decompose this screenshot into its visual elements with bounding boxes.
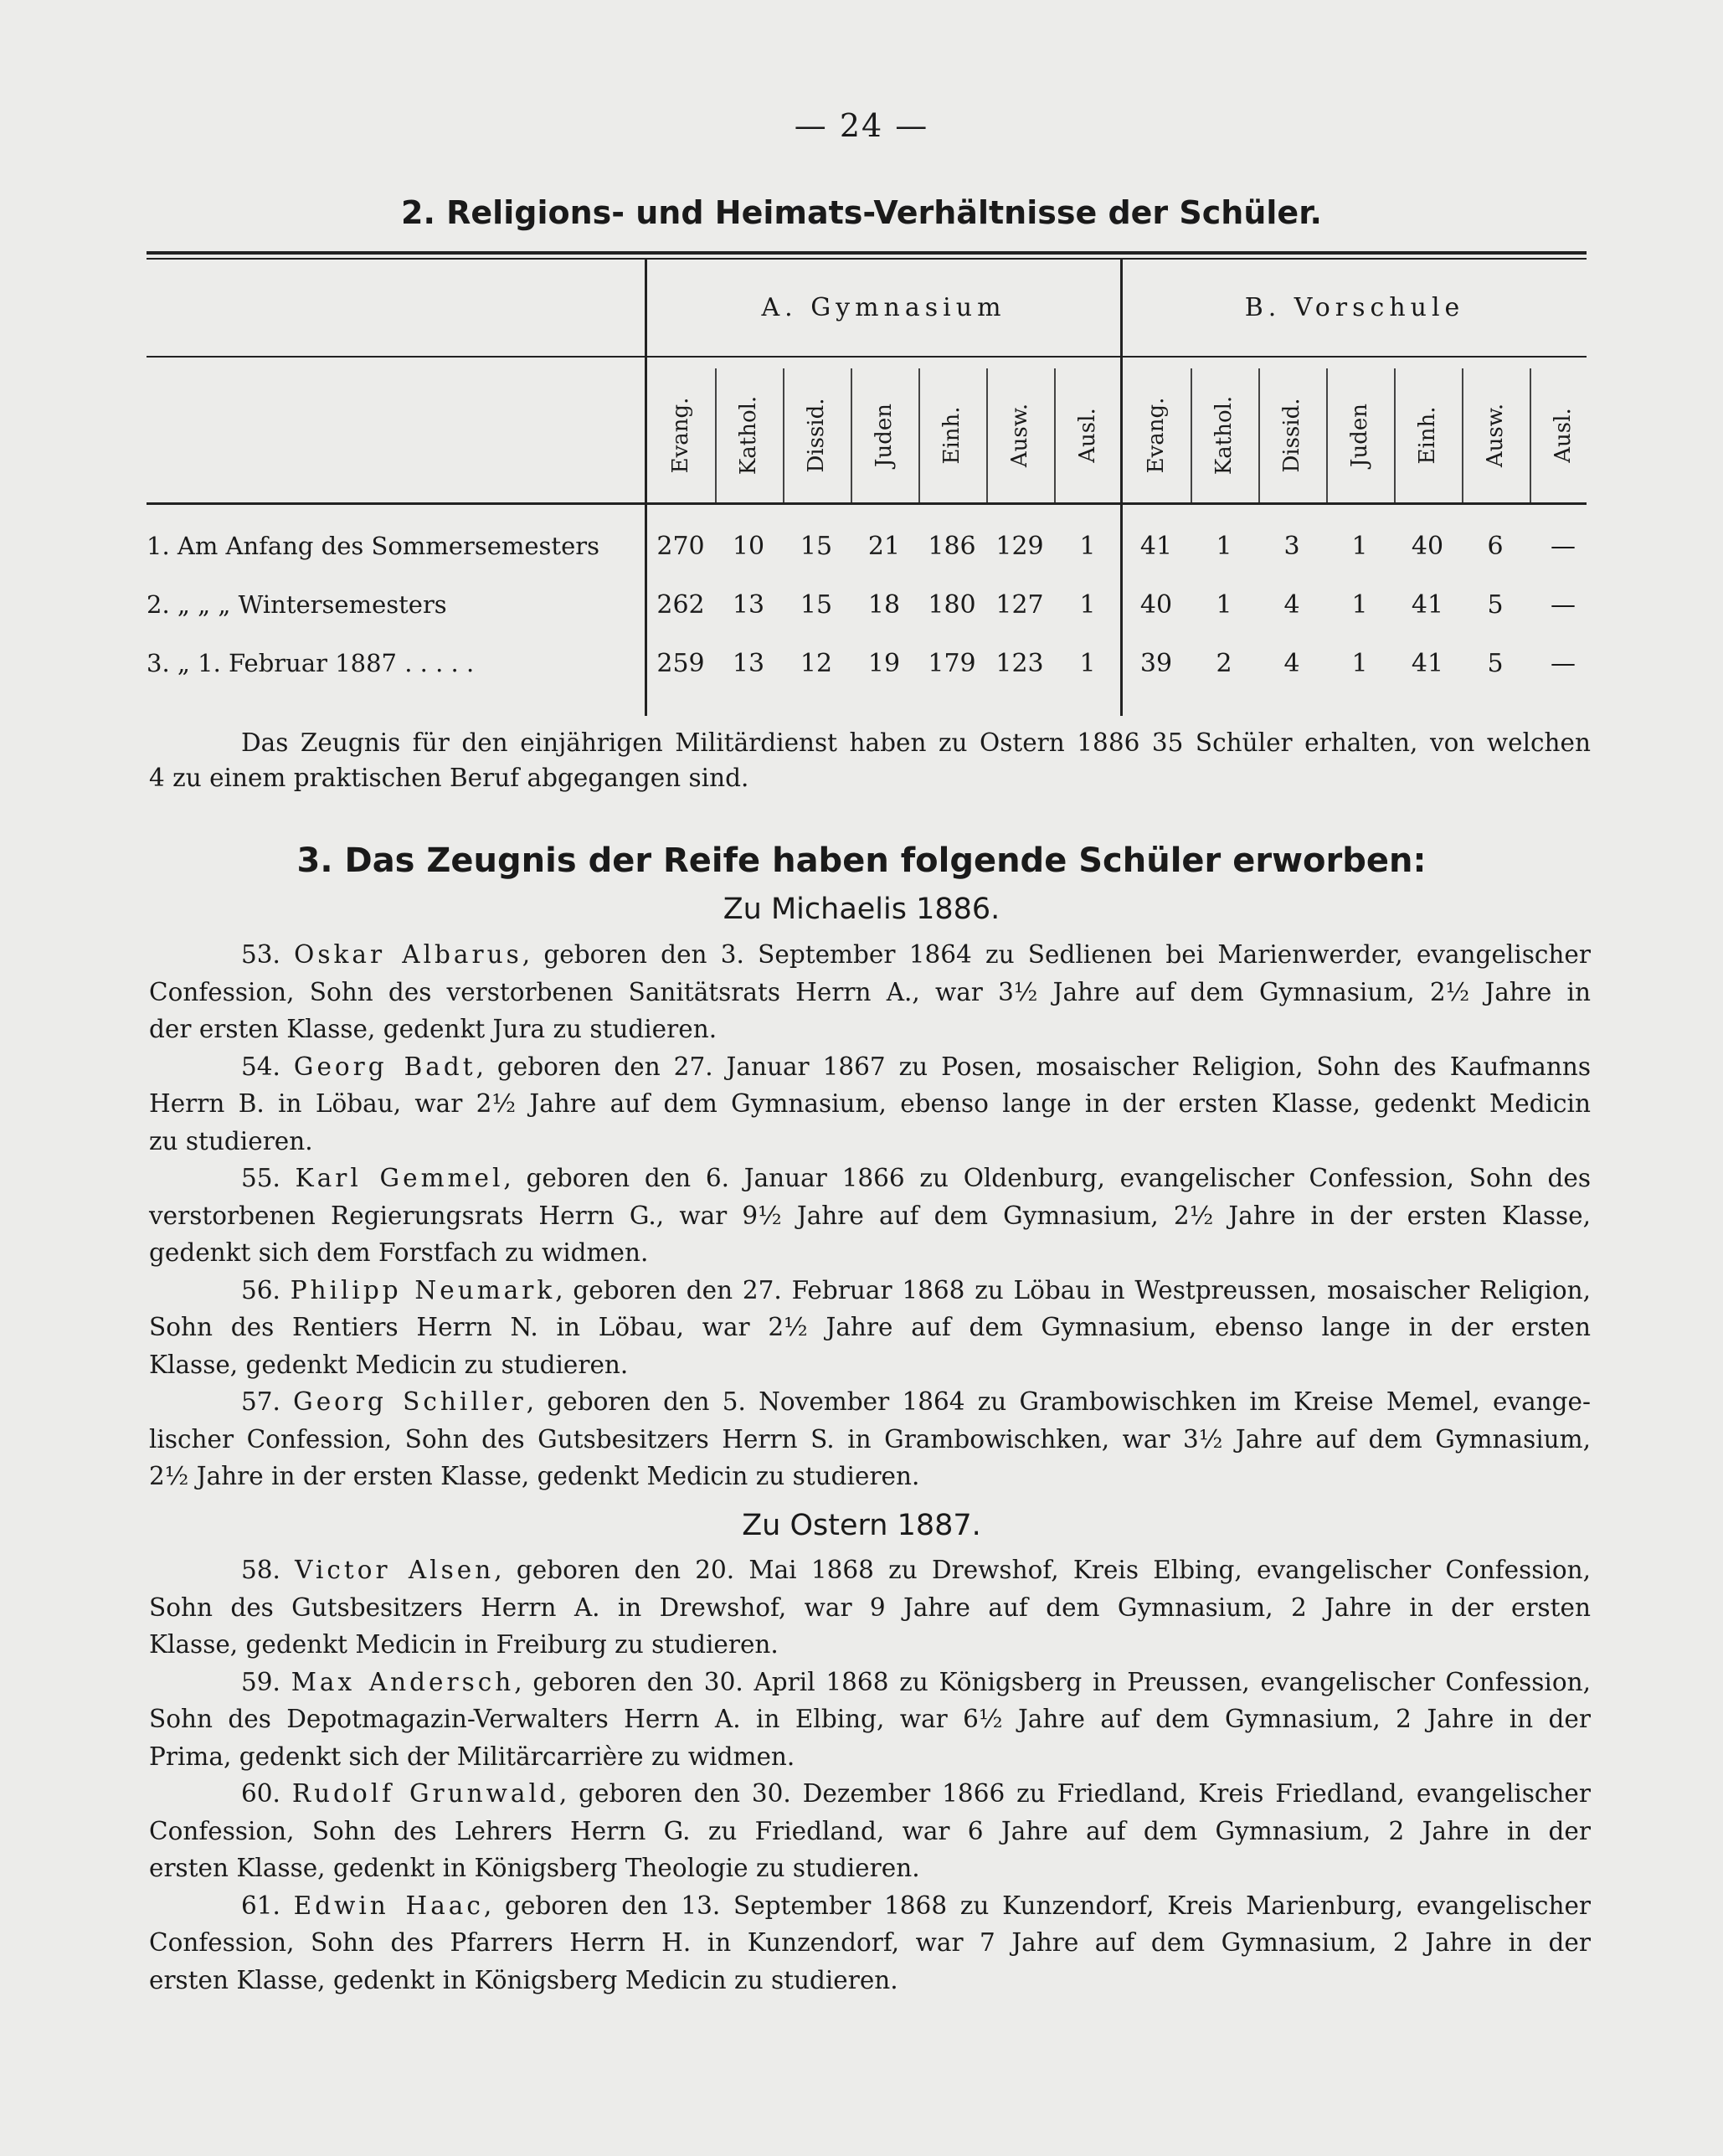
- column-header-label: Kathol.: [736, 395, 761, 476]
- table-cell: 1: [1216, 590, 1232, 620]
- entry-line: der ersten Klasse, gedenkt Jura zu studieren.: [149, 1015, 717, 1043]
- note-line: 4 zu einem praktischen Beruf abgegangen sind.: [149, 764, 749, 792]
- entry-line: Confession, Sohn des Pfarrers Herrn H. in Kunzendorf, war 7 Jahre auf dem Gymnasium, 2 Jahre in der: [149, 1928, 1591, 1957]
- entry-first-line: [149, 1887, 1591, 1925]
- table-cell: 39: [1139, 649, 1173, 678]
- graduate-entry: [149, 1775, 1591, 1887]
- entry-number: 60.: [241, 1779, 280, 1808]
- graduate-entry: [149, 1664, 1591, 1776]
- entry-name: Georg Schiller: [293, 1387, 527, 1416]
- entry-text: , geboren den 20. Mai 1868 zu Drewshof, Kreis Elbing, evangelischer Confession,: [494, 1556, 1591, 1584]
- entry-first-line: [149, 1048, 1591, 1086]
- table-cell: 270: [656, 532, 705, 561]
- table-cell: 1: [1216, 532, 1232, 561]
- entry-first-line: [149, 1664, 1591, 1701]
- entry-name: Philipp Neumark: [290, 1275, 556, 1304]
- table-cell: 5: [1487, 590, 1504, 620]
- column-divider: [1054, 368, 1056, 502]
- group-a-header: A. Gymnasium: [761, 293, 1006, 322]
- entry-text: , geboren den 30. April 1868 zu Königsberg in Preussen, evangelischer Confession,: [514, 1667, 1591, 1696]
- graduate-entry: [149, 1048, 1591, 1160]
- table-cell: 12: [800, 649, 833, 678]
- column-header-label: Ausw.: [1007, 403, 1032, 468]
- military-note: [149, 725, 1591, 795]
- column-header: [783, 377, 850, 494]
- table-cell: 1: [1351, 532, 1368, 561]
- entry-number: 56.: [241, 1275, 280, 1304]
- entry-text: , geboren den 13. September 1868 zu Kunzendorf, Kreis Marienburg, evangelischer: [483, 1891, 1591, 1920]
- entry-first-line: [149, 1160, 1591, 1197]
- table-top-rule: [147, 251, 1587, 255]
- entry-number: 53.: [241, 940, 280, 969]
- table-cell: 123: [995, 649, 1044, 678]
- table-cell: 4: [1283, 590, 1300, 620]
- entry-line: Prima, gedenkt sich der Militärcarrière zu widmen.: [149, 1742, 795, 1771]
- table-cell: 1: [1351, 590, 1368, 620]
- row-label: 1. Am Anfang des Sommersemesters: [147, 532, 599, 560]
- entry-line: Confession, Sohn des Lehrers Herrn G. zu Friedland, war 6 Jahre auf dem Gymnasium, 2 Jahre in der: [149, 1816, 1591, 1845]
- column-divider: [783, 368, 784, 502]
- entry-number: 59.: [241, 1667, 280, 1696]
- column-divider: [1258, 368, 1260, 502]
- column-header: [715, 377, 782, 494]
- table-cell: 186: [928, 532, 976, 561]
- table-cell: 4: [1283, 649, 1300, 678]
- column-divider: [1530, 368, 1531, 502]
- entry-name: Rudolf Grunwald: [291, 1779, 559, 1808]
- entry-text: , geboren den 27. Februar 1868 zu Löbau in Westpreussen, mosaischer Religion,: [555, 1275, 1591, 1304]
- table-cell: 41: [1411, 649, 1444, 678]
- entry-first-line: [149, 1551, 1591, 1589]
- group-b-header: B. Vorschule: [1244, 293, 1465, 322]
- column-header: [1123, 377, 1190, 494]
- graduate-entry: [149, 1383, 1591, 1495]
- table-cell: 19: [867, 649, 901, 678]
- column-header: [1462, 377, 1529, 494]
- column-header-label: Ausl.: [1551, 408, 1576, 463]
- column-header-label: Juden: [872, 404, 897, 467]
- entry-text: , geboren den 27. Januar 1867 zu Posen, mosaischer Religion, Sohn des Kaufmanns: [476, 1052, 1591, 1081]
- column-header: [1530, 377, 1597, 494]
- column-header-label: Einh.: [939, 406, 964, 465]
- column-header-label: Ausl.: [1075, 408, 1100, 463]
- column-header-label: Dissid.: [1279, 398, 1304, 473]
- entry-line: Klasse, gedenkt Medicin zu studieren.: [149, 1350, 629, 1379]
- table-cell: 1: [1079, 532, 1096, 561]
- column-divider: [851, 368, 852, 502]
- table-cell: —: [1551, 649, 1576, 678]
- column-header: [986, 377, 1053, 494]
- table-cell: 180: [928, 590, 976, 620]
- column-divider: [986, 368, 988, 502]
- column-header-label: Kathol.: [1211, 395, 1237, 476]
- table-cell: 259: [656, 649, 705, 678]
- group-heading-michaelis: Zu Michaelis 1886.: [723, 893, 1000, 926]
- table-group-rule: [147, 356, 1587, 358]
- entry-line: Sohn des Rentiers Herrn N. in Löbau, war 2½ Jahre auf dem Gymnasium, ebenso lange in der ersten: [149, 1313, 1591, 1341]
- entry-text: , geboren den 3. September 1864 zu Sedlienen bei Marienwerder, evangelischer: [522, 940, 1591, 969]
- entry-text: , geboren den 30. Dezember 1866 zu Friedland, Kreis Friedland, evangelischer: [558, 1779, 1591, 1808]
- entry-name: Edwin Haac: [293, 1891, 484, 1920]
- table-cell: 15: [800, 532, 833, 561]
- entry-line: Confession, Sohn des verstorbenen Sanitätsrats Herrn A., war 3½ Jahre auf dem Gymnasium, 2½ Jahre in: [149, 977, 1591, 1006]
- table-cell: 1: [1079, 590, 1096, 620]
- table-cell: 15: [800, 590, 833, 620]
- entry-first-line: [149, 936, 1591, 974]
- column-header: [1326, 377, 1393, 494]
- table-cell: 1: [1079, 649, 1096, 678]
- table-cell: 40: [1411, 532, 1444, 561]
- table-cell: 179: [928, 649, 976, 678]
- religion-table: [147, 251, 1587, 720]
- entry-text: , geboren den 5. November 1864 zu Grambowischken im Kreise Memel, evange-: [526, 1387, 1591, 1416]
- entry-line: lischer Confession, Sohn des Gutsbesitzers Herrn S. in Grambowischken, war 3½ Jahre auf dem Gymnasium,: [149, 1424, 1591, 1454]
- column-header: [1394, 377, 1461, 494]
- entry-number: 57.: [241, 1387, 280, 1416]
- table-cell: 6: [1487, 532, 1504, 561]
- table-cell: 2: [1216, 649, 1232, 678]
- table-cell: 18: [867, 590, 901, 620]
- graduate-entry: [149, 1160, 1591, 1272]
- row-label: 2. „ „ „ Wintersemesters: [147, 590, 447, 619]
- column-divider: [1394, 368, 1396, 502]
- column-divider: [1191, 368, 1192, 502]
- entry-number: 54.: [241, 1052, 280, 1081]
- graduate-entry: [149, 936, 1591, 1048]
- entry-name: Oskar Albarus: [294, 940, 522, 969]
- table-cell: —: [1551, 532, 1576, 561]
- table-cell: 3: [1283, 532, 1300, 561]
- entry-first-line: [149, 1383, 1591, 1421]
- graduate-entry: [149, 1887, 1591, 1999]
- entry-line: Sohn des Depotmagazin-Verwalters Herrn A. in Elbing, war 6½ Jahre auf dem Gymnasium, 2 Jahre in der: [149, 1705, 1591, 1733]
- row-label: 3. „ 1. Februar 1887 . . . . .: [147, 649, 475, 677]
- entry-line: ersten Klasse, gedenkt in Königsberg Theologie zu studieren.: [149, 1854, 920, 1882]
- column-header: [647, 377, 714, 494]
- entry-line: Herrn B. in Löbau, war 2½ Jahre auf dem Gymnasium, ebenso lange in der ersten Klasse, gedenkt Medicin: [149, 1089, 1591, 1118]
- entry-number: 61.: [241, 1891, 280, 1920]
- table-cell: 40: [1139, 590, 1173, 620]
- table-cell: 41: [1139, 532, 1173, 561]
- page-number: — 24 —: [794, 107, 929, 144]
- table-header-rule: [147, 502, 1587, 505]
- column-divider: [1462, 368, 1463, 502]
- column-header: [1258, 377, 1325, 494]
- column-divider: [918, 368, 920, 502]
- entry-line: Sohn des Gutsbesitzers Herrn A. in Drewshof, war 9 Jahre auf dem Gymnasium, 2 Jahre in der ersten: [149, 1593, 1591, 1622]
- entry-number: 58.: [241, 1556, 280, 1584]
- section-3-title: 3. Das Zeugnis der Reife haben folgende Schüler erworben:: [296, 841, 1427, 880]
- entry-first-line: [149, 1272, 1591, 1310]
- table-cell: 10: [732, 532, 765, 561]
- table-top-rule-thin: [147, 258, 1587, 260]
- entry-name: Max Andersch: [291, 1667, 515, 1696]
- entry-line: verstorbenen Regierungsrats Herrn G., war 9½ Jahre auf dem Gymnasium, 2½ Jahre in der ersten Klasse,: [149, 1201, 1591, 1230]
- column-header-label: Ausw.: [1483, 403, 1508, 468]
- section-2-title: 2. Religions- und Heimats-Verhältnisse der Schüler.: [401, 194, 1322, 231]
- entry-line: gedenkt sich dem Forstfach zu widmen.: [149, 1238, 649, 1267]
- column-header: [918, 377, 985, 494]
- entry-name: Karl Gemmel: [295, 1164, 504, 1192]
- column-header-label: Evang.: [668, 397, 693, 474]
- table-cell: 13: [732, 590, 765, 620]
- entry-name: Victor Alsen: [295, 1556, 495, 1584]
- column-header: [1054, 377, 1121, 494]
- entry-line: 2½ Jahre in der ersten Klasse, gedenkt Medicin zu studieren.: [149, 1462, 920, 1490]
- column-divider: [1326, 368, 1328, 502]
- column-header: [851, 377, 918, 494]
- table-cell: —: [1551, 590, 1576, 620]
- entry-name: Georg Badt: [293, 1052, 476, 1081]
- column-header-label: Dissid.: [804, 398, 829, 473]
- table-cell: 127: [995, 590, 1044, 620]
- group-heading-ostern: Zu Ostern 1887.: [742, 1509, 981, 1542]
- column-header-label: Evang.: [1144, 397, 1169, 474]
- table-cell: 5: [1487, 649, 1504, 678]
- entry-line: ersten Klasse, gedenkt in Königsberg Medicin zu studieren.: [149, 1965, 898, 1994]
- entry-first-line: [149, 1775, 1591, 1813]
- table-cell: 129: [995, 532, 1044, 561]
- graduate-entry: [149, 1551, 1591, 1664]
- entry-number: 55.: [241, 1164, 280, 1192]
- graduate-entry: [149, 1272, 1591, 1384]
- table-cell: 262: [656, 590, 705, 620]
- table-cell: 13: [732, 649, 765, 678]
- table-cell: 21: [867, 532, 901, 561]
- note-line: Das Zeugnis für den einjährigen Militärdienst haben zu Ostern 1886 35 Schüler erhalten, von welchen: [241, 728, 1591, 757]
- column-header-label: Einh.: [1415, 406, 1440, 465]
- table-cell: 1: [1351, 649, 1368, 678]
- column-header-label: Juden: [1347, 404, 1372, 467]
- entry-line: Klasse, gedenkt Medicin in Freiburg zu studieren.: [149, 1630, 779, 1659]
- column-header: [1191, 377, 1258, 494]
- entry-text: , geboren den 6. Januar 1866 zu Oldenburg, evangelischer Confession, Sohn des: [503, 1164, 1591, 1192]
- entry-line: zu studieren.: [149, 1126, 313, 1155]
- column-divider: [715, 368, 717, 502]
- table-cell: 41: [1411, 590, 1444, 620]
